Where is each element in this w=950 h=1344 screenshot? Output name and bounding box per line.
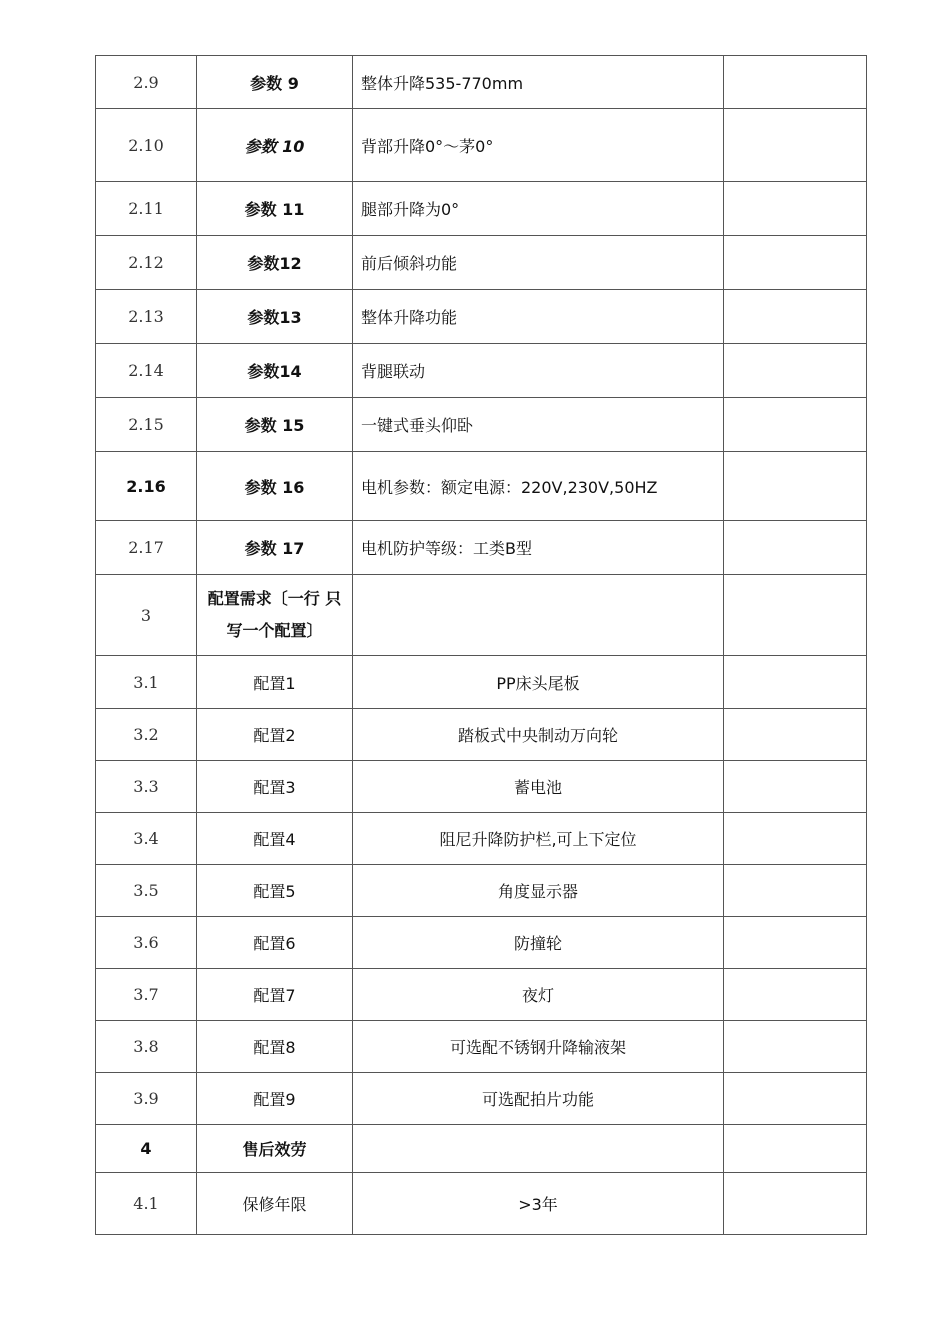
row-name: 配置9 — [197, 1073, 353, 1125]
table-row — [96, 344, 867, 398]
section-header-row — [96, 575, 867, 656]
row-description: 角度显示器 — [353, 865, 724, 917]
row-description: 背腿联动 — [353, 344, 724, 398]
row-number: 3.2 — [96, 709, 197, 761]
row-number: 3.3 — [96, 761, 197, 813]
row-number: 3.4 — [96, 813, 197, 865]
row-name: 保修年限 — [197, 1173, 353, 1235]
row-description: PP床头尾板 — [353, 656, 724, 709]
row-name: 配置7 — [197, 969, 353, 1021]
row-number: 3.7 — [96, 969, 197, 1021]
row-extra — [724, 290, 867, 344]
table-row — [96, 656, 867, 709]
row-extra — [724, 1125, 867, 1173]
row-extra — [724, 575, 867, 656]
row-name: 参数 15 — [197, 398, 353, 452]
row-number: 3.8 — [96, 1021, 197, 1073]
row-description: 踏板式中央制动万向轮 — [353, 709, 724, 761]
row-name: 配置3 — [197, 761, 353, 813]
row-description: 整体升降功能 — [353, 290, 724, 344]
row-description: 前后倾斜功能 — [353, 236, 724, 290]
row-description: 一键式垂头仰卧 — [353, 398, 724, 452]
row-number: 2.9 — [96, 56, 197, 109]
row-number: 2.17 — [96, 521, 197, 575]
row-name: 参数 10 — [197, 109, 353, 182]
row-extra — [724, 917, 867, 969]
row-name: 参数 16 — [197, 452, 353, 521]
row-extra — [724, 761, 867, 813]
row-extra — [724, 521, 867, 575]
row-extra — [724, 56, 867, 109]
row-number: 3.9 — [96, 1073, 197, 1125]
row-extra — [724, 236, 867, 290]
table-row — [96, 1073, 867, 1125]
row-extra — [724, 865, 867, 917]
row-name: 配置6 — [197, 917, 353, 969]
section-title: 配置需求〔一行 只写一个配置〕 — [197, 575, 353, 656]
row-description: 腿部升降为0° — [353, 182, 724, 236]
row-extra — [724, 1073, 867, 1125]
table-row — [96, 917, 867, 969]
row-description — [353, 575, 724, 656]
row-description — [353, 1125, 724, 1173]
row-name: 配置1 — [197, 656, 353, 709]
table-row — [96, 761, 867, 813]
row-extra — [724, 1021, 867, 1073]
row-description: 背部升降0°〜茅0° — [353, 109, 724, 182]
table-row — [96, 1173, 867, 1235]
table-row — [96, 398, 867, 452]
row-extra — [724, 398, 867, 452]
row-extra — [724, 182, 867, 236]
table-row — [96, 865, 867, 917]
table-row — [96, 182, 867, 236]
row-extra — [724, 656, 867, 709]
row-name: 配置4 — [197, 813, 353, 865]
row-name: 参数13 — [197, 290, 353, 344]
row-name: 参数 9 — [197, 56, 353, 109]
table-row — [96, 969, 867, 1021]
row-description: 蓄电池 — [353, 761, 724, 813]
row-description: 电机参数：额定电源：220V,230V,50HZ — [353, 452, 724, 521]
row-extra — [724, 813, 867, 865]
row-description: 夜灯 — [353, 969, 724, 1021]
table-row — [96, 290, 867, 344]
row-name: 参数 11 — [197, 182, 353, 236]
row-number: 2.15 — [96, 398, 197, 452]
specification-table — [95, 55, 867, 1235]
row-extra — [724, 709, 867, 761]
row-number: 2.12 — [96, 236, 197, 290]
table-row — [96, 813, 867, 865]
table-row — [96, 709, 867, 761]
row-description: 可选配拍片功能 — [353, 1073, 724, 1125]
row-name: 配置2 — [197, 709, 353, 761]
row-extra — [724, 344, 867, 398]
row-number: 2.13 — [96, 290, 197, 344]
row-number: 3.5 — [96, 865, 197, 917]
row-name: 参数14 — [197, 344, 353, 398]
row-extra — [724, 109, 867, 182]
row-number: 2.14 — [96, 344, 197, 398]
row-name: 配置8 — [197, 1021, 353, 1073]
section-title: 售后效劳 — [197, 1125, 353, 1173]
table-row — [96, 56, 867, 109]
row-number: 2.10 — [96, 109, 197, 182]
table-row — [96, 236, 867, 290]
table-row — [96, 452, 867, 521]
row-extra — [724, 452, 867, 521]
row-name: 参数12 — [197, 236, 353, 290]
row-description: 可选配不锈钢升降输液架 — [353, 1021, 724, 1073]
row-description: >3年 — [353, 1173, 724, 1235]
row-description: 阻尼升降防护栏,可上下定位 — [353, 813, 724, 865]
row-number: 2.11 — [96, 182, 197, 236]
table-row — [96, 109, 867, 182]
row-extra — [724, 969, 867, 1021]
row-number: 3 — [96, 575, 197, 656]
table-row — [96, 1021, 867, 1073]
row-number: 3.1 — [96, 656, 197, 709]
row-extra — [724, 1173, 867, 1235]
row-number: 3.6 — [96, 917, 197, 969]
row-number: 4 — [96, 1125, 197, 1173]
row-number: 4.1 — [96, 1173, 197, 1235]
row-description: 整体升降535-770mm — [353, 56, 724, 109]
row-number: 2.16 — [96, 452, 197, 521]
section-header-row — [96, 1125, 867, 1173]
table-row — [96, 521, 867, 575]
row-name: 配置5 — [197, 865, 353, 917]
row-description: 防撞轮 — [353, 917, 724, 969]
row-name: 参数 17 — [197, 521, 353, 575]
row-description: 电机防护等级：工类B型 — [353, 521, 724, 575]
